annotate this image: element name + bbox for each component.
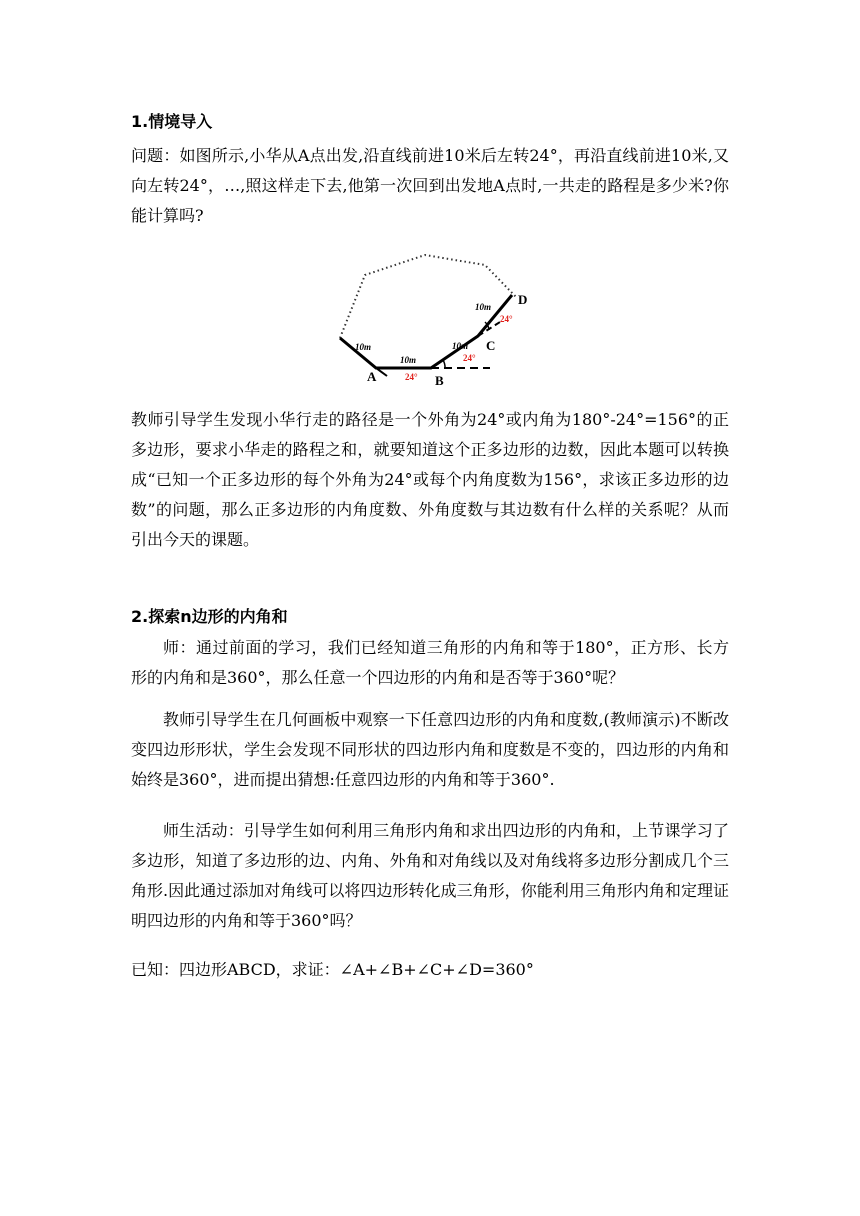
angle-label-b: 24°: [463, 353, 476, 363]
angle-label-c: 24°: [500, 314, 513, 324]
dotted-path: [340, 255, 517, 338]
section-heading-1: 1.情境导入: [131, 112, 213, 131]
teacher-paragraph: 师：通过前面的学习，我们已经知道三角形的内角和等于180°，正方形、长方形的内角和是360°，那么任意一个四边形的内角和是否等于360°呢？: [131, 638, 729, 687]
polygon-walk-figure: [335, 250, 535, 390]
given-statement: 已知：四边形ABCD，求证：∠A+∠B+∠C+∠D=360°: [131, 960, 534, 979]
explanation-paragraph: 教师引导学生发现小华行走的路径是一个外角为24°或内角为180°-24°=156°的正多边形，要求小华走的路程之和，就要知道这个正多边形的边数，因此本题可以转换成“已知一个正多边形的每个外角为24°或每个内角度数为156°，求该正多边形的边数”的问题，那么正多边形的内角度数、外角度数与其边数有什么样的关系呢？从而引出今天的课题。: [131, 410, 729, 549]
polygon-walk-diagram: [335, 250, 535, 390]
point-label-b: B: [435, 373, 444, 388]
side-label-2: 10m: [400, 355, 417, 365]
side-label-4: 10m: [475, 302, 492, 312]
side-label-1: 10m: [355, 342, 372, 352]
section-heading-2: 2.探索n边形的内角和: [131, 607, 288, 626]
point-label-c: C: [486, 338, 496, 353]
point-label-a: A: [367, 369, 377, 384]
problem-paragraph: 问题：如图所示,小华从A点出发,沿直线前进10米后左转24°，再沿直线前进10米,又向左转24°，…,照这样走下去,他第一次回到出发地A点时,一共走的路程是多少米?你能计算吗?: [131, 146, 729, 225]
angle-arc-b: [443, 360, 445, 368]
side-label-3: 10m: [452, 341, 469, 351]
activity-paragraph: 师生活动：引导学生如何利用三角形内角和求出四边形的内角和，上节课学习了多边形，知道了多边形的边、内角、外角和对角线以及对角线将多边形分割成几个三角形.因此通过添加对角线可以将四边形转化成三角形，你能利用三角形内角和定理证明四边形的内角和等于360°吗？: [131, 821, 729, 930]
demo-paragraph: 教师引导学生在几何画板中观察一下任意四边形的内角和度数,(教师演示)不断改变四边形形状，学生会发现不同形状的四边形内角和度数是不变的，四边形的内角和始终是360°，进而提出猜想:任意四边形的内角和等于360°.: [131, 710, 729, 789]
point-label-d: D: [518, 292, 528, 307]
angle-label-a: 24°: [405, 372, 418, 382]
